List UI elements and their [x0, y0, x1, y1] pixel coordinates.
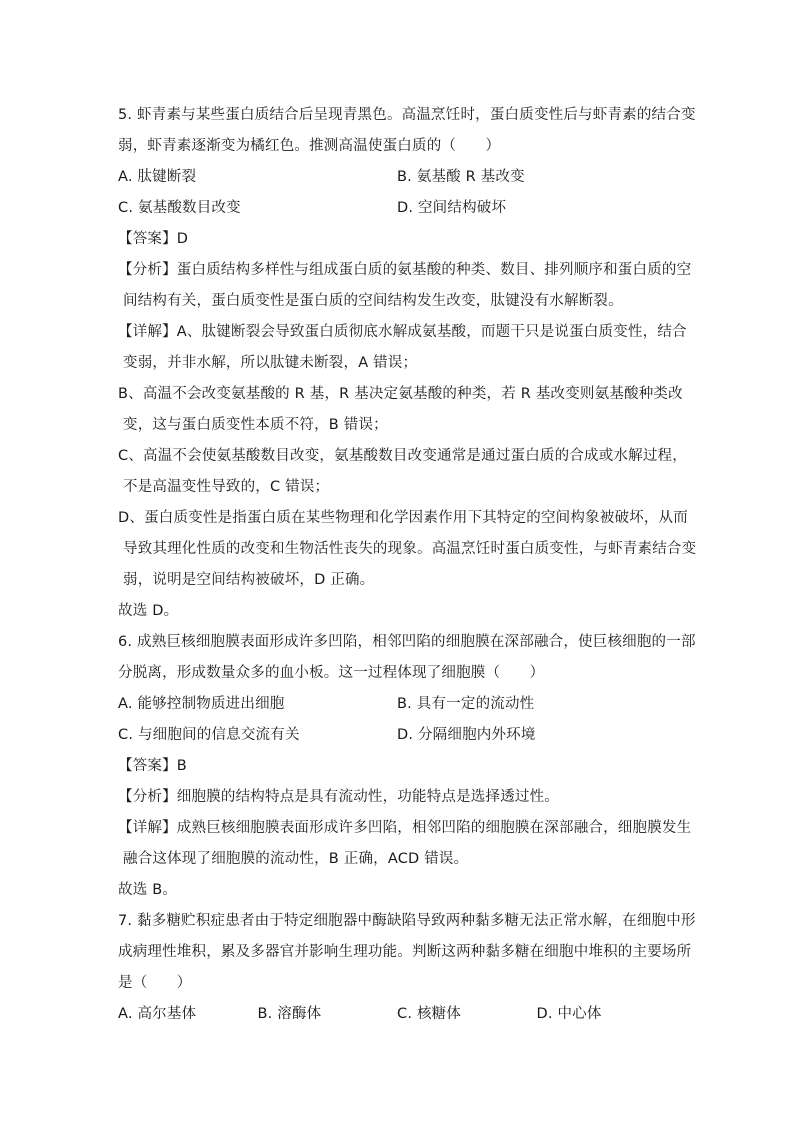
detail-line: 融合这体现了细胞膜的流动性，B 正确，ACD 错误。	[123, 851, 469, 867]
detail-line: 变弱，并非水解，所以肽键未断裂，A 错误；	[123, 355, 418, 371]
options-row	[118, 162, 676, 193]
analysis-line: 【分析】细胞膜的结构特点是具有流动性，功能特点是选择透过性。	[118, 789, 559, 805]
question-5	[118, 100, 697, 627]
option-d: D. 空间结构破坏	[397, 200, 507, 216]
option-c: C. 氨基酸数目改变	[118, 200, 241, 216]
question-stem-line: 是（ ）	[118, 975, 192, 991]
option-d: D. 中心体	[536, 1006, 602, 1022]
option-b: B. 氨基酸 R 基改变	[397, 169, 525, 185]
detail-line: 导致其理化性质的改变和生物活性丧失的现象。高温烹饪时蛋白质变性，与虾青素结合变	[123, 541, 697, 557]
detail-line: 弱，说明是空间结构被破坏，D 正确。	[123, 572, 375, 588]
detail-line: 变，这与蛋白质变性本质不符，B 错误；	[123, 417, 388, 433]
conclusion-line: 故选 D。	[118, 603, 179, 619]
detail-line: 不是高温变性导致的，C 错误；	[123, 479, 330, 495]
option-d: D. 分隔细胞内外环境	[397, 727, 536, 743]
options-row	[118, 193, 676, 224]
question-stem-line: 分脱离，形成数量众多的血小板。这一过程体现了细胞膜（ ）	[118, 665, 545, 681]
option-a: A. 高尔基体	[118, 1006, 197, 1022]
question-stem-line: 6. 成熟巨核细胞膜表面形成许多凹陷，相邻凹陷的细胞膜在深部融合，使巨核细胞的一部	[118, 634, 696, 650]
question-stem-line: 弱，虾青素逐渐变为橘红色。推测高温使蛋白质的（ ）	[118, 138, 501, 154]
option-c: C. 核糖体	[397, 1006, 462, 1022]
detail-line: C、高温不会使氨基酸数目改变，氨基酸数目改变通常是通过蛋白质的合成或水解过程，	[118, 448, 687, 464]
detail-line: D、蛋白质变性是指蛋白质在某些物理和化学因素作用下其特定的空间构象被破坏，从而	[118, 510, 688, 526]
detail-line: B、高温不会改变氨基酸的 R 基，R 基决定氨基酸的种类，若 R 基改变则氨基酸种类改	[118, 386, 683, 402]
detail-line: 【详解】A、肽键断裂会导致蛋白质彻底水解成氨基酸，而题干只是说蛋白质变性，结合	[118, 324, 687, 340]
option-b: B. 具有一定的流动性	[397, 696, 535, 712]
option-c: C. 与细胞间的信息交流有关	[118, 727, 300, 743]
question-stem-line: 5. 虾青素与某些蛋白质结合后呈现青黑色。高温烹饪时，蛋白质变性后与虾青素的结合变	[118, 107, 696, 123]
detail-line: 【详解】成熟巨核细胞膜表面形成许多凹陷，相邻凹陷的细胞膜在深部融合，细胞膜发生	[118, 820, 692, 836]
analysis-line: 间结构有关，蛋白质变性是蛋白质的空间结构发生改变，肽键没有水解断裂。	[123, 293, 623, 309]
question-stem-line: 7. 黏多糖贮积症患者由于特定细胞器中酶缺陷导致两种黏多糖无法正常水解，在细胞中形	[118, 913, 696, 929]
question-stem-line: 成病理性堆积，累及多器官并影响生理功能。判断这两种黏多糖在细胞中堆积的主要场所	[118, 944, 692, 960]
answer-line: 【答案】B	[118, 758, 187, 774]
question-7	[118, 906, 696, 1030]
answer-line: 【答案】D	[118, 231, 189, 247]
options-row	[118, 689, 676, 720]
option-b: B. 溶酶体	[257, 1006, 322, 1022]
question-6	[118, 627, 696, 906]
analysis-line: 【分析】蛋白质结构多样性与组成蛋白质的氨基酸的种类、数目、排列顺序和蛋白质的空	[118, 262, 692, 278]
options-row	[118, 999, 676, 1030]
option-a: A. 能够控制物质进出细胞	[118, 696, 285, 712]
option-a: A. 肽键断裂	[118, 169, 197, 185]
options-row	[118, 720, 676, 751]
conclusion-line: 故选 B。	[118, 882, 178, 898]
